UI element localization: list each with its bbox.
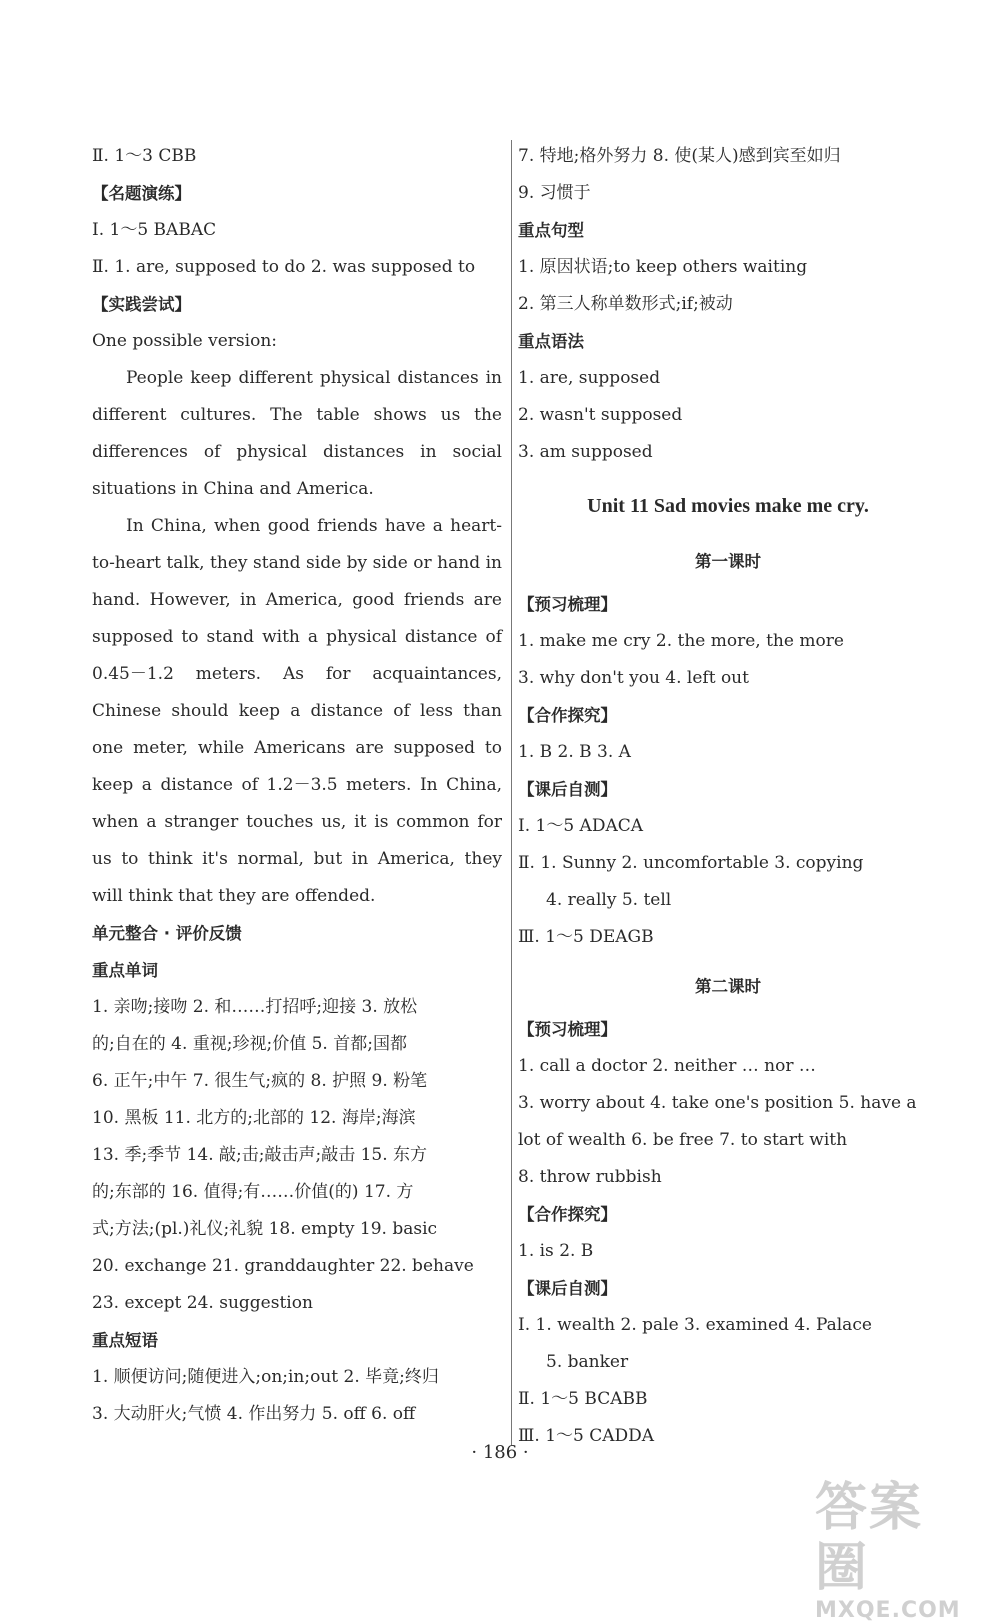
answer-line: Ⅱ. 1～5 BCABB bbox=[518, 1389, 648, 1409]
answer-line: 1. 顺便访问;随便进入;on;in;out 2. 毕竟;终归 bbox=[92, 1367, 439, 1387]
unit-title: Unit 11 Sad movies make me cry. bbox=[587, 495, 869, 517]
section-heading: 【合作探究】 bbox=[518, 1205, 617, 1224]
watermark-logo bbox=[815, 1478, 975, 1623]
answer-line: 3. 大动肝火;气愤 4. 作出努力 5. off 6. off bbox=[92, 1404, 416, 1424]
answer-line: 3. am supposed bbox=[518, 442, 653, 462]
answer-line: 7. 特地;格外努力 8. 使(某人)感到宾至如归 bbox=[518, 146, 841, 166]
answer-line: Ⅱ. 1. Sunny 2. uncomfortable 3. copying bbox=[518, 853, 864, 873]
answer-line: 20. exchange 21. granddaughter 22. behave bbox=[92, 1256, 474, 1276]
answer-line: Ⅲ. 1～5 DEAGB bbox=[518, 927, 654, 947]
answer-line: 3. worry about 4. take one's position 5. have a bbox=[518, 1093, 917, 1113]
answer-line: 1. make me cry 2. the more, the more bbox=[518, 631, 844, 651]
answer-line: 13. 季;季节 14. 敲;击;敲击声;敲击 15. 东方 bbox=[92, 1145, 428, 1165]
section-heading: 【预习梳理】 bbox=[518, 1020, 617, 1039]
lesson-title: 第二课时 bbox=[695, 977, 761, 996]
answer-line: 6. 正午;中午 7. 很生气;疯的 8. 护照 9. 粉笔 bbox=[92, 1071, 428, 1091]
answer-line: 9. 习惯于 bbox=[518, 183, 591, 203]
answer-line: Ⅱ. 1～3 CBB bbox=[92, 146, 197, 166]
answer-line: 2. wasn't supposed bbox=[518, 405, 683, 425]
lesson-title: 第一课时 bbox=[695, 552, 761, 571]
section-heading: 【实践尝试】 bbox=[92, 295, 191, 314]
section-heading: 【合作探究】 bbox=[518, 706, 617, 725]
answer-line: One possible version: bbox=[92, 331, 277, 351]
answer-line: 的;东部的 16. 值得;有……价值(的) 17. 方 bbox=[92, 1182, 414, 1202]
essay-paragraph: In China, when good friends have a heart-to-heart talk, they stand side by side or hand in hand. However, in America, good friends are supposed to stand with a physical distance of 0.45－1.2 meters. As for acquaintances, Chinese should keep a distance of less than one meter, while Americans are supposed to keep a distance of 1.2－3.5 meters. In China, when a stranger touches us, it is common for us to think it's normal, but in America, they will think that they are offended. bbox=[92, 516, 502, 906]
answer-line: 23. except 24. suggestion bbox=[92, 1293, 313, 1313]
watermark-url: MXQE.COM bbox=[815, 1598, 961, 1623]
answer-line: 10. 黑板 11. 北方的;北部的 12. 海岸;海滨 bbox=[92, 1108, 416, 1128]
page-number: · 186 · bbox=[471, 1442, 529, 1463]
section-heading: 重点单词 bbox=[92, 961, 158, 980]
section-heading: 【课后自测】 bbox=[518, 1279, 617, 1298]
answer-line: 1. are, supposed bbox=[518, 368, 661, 388]
answer-line: 1. B 2. B 3. A bbox=[518, 742, 631, 762]
section-heading: 【预习梳理】 bbox=[518, 595, 617, 614]
answer-line: 5. banker bbox=[546, 1352, 629, 1372]
section-heading: 重点短语 bbox=[92, 1331, 158, 1350]
right-column bbox=[518, 138, 938, 1455]
answer-line: Ⅰ. 1. wealth 2. pale 3. examined 4. Palace bbox=[518, 1315, 872, 1335]
watermark-text: 答案圈 bbox=[815, 1478, 924, 1598]
section-heading: 【名题演练】 bbox=[92, 184, 191, 203]
left-column bbox=[92, 138, 502, 1433]
answer-line: 式;方法;(pl.)礼仪;礼貌 18. empty 19. basic bbox=[92, 1219, 438, 1239]
section-heading: 重点语法 bbox=[518, 332, 584, 351]
answer-line: Ⅰ. 1～5 ADACA bbox=[518, 816, 644, 836]
answer-line: 1. 原因状语;to keep others waiting bbox=[518, 257, 808, 277]
answer-line: 3. why don't you 4. left out bbox=[518, 668, 749, 688]
answer-line: 4. really 5. tell bbox=[546, 890, 672, 910]
answer-line: 1. is 2. B bbox=[518, 1241, 594, 1261]
answer-line: 8. throw rubbish bbox=[518, 1167, 662, 1187]
section-heading: 单元整合 · 评价反馈 bbox=[92, 924, 242, 943]
answer-line: 1. call a doctor 2. neither … nor … bbox=[518, 1056, 816, 1076]
section-heading: 重点句型 bbox=[518, 221, 584, 240]
answer-line: 2. 第三人称单数形式;if;被动 bbox=[518, 294, 733, 314]
section-heading: 【课后自测】 bbox=[518, 780, 617, 799]
column-divider bbox=[511, 140, 512, 1445]
answer-line: Ⅲ. 1～5 CADDA bbox=[518, 1426, 655, 1446]
answer-line: Ⅱ. 1. are, supposed to do 2. was supposed to bbox=[92, 257, 476, 277]
answer-line: Ⅰ. 1～5 BABAC bbox=[92, 220, 217, 240]
answer-line: lot of wealth 6. be free 7. to start with bbox=[518, 1130, 848, 1150]
essay-paragraph: People keep different physical distances in different cultures. The table shows us the differences of physical distances in social situations in China and America. bbox=[92, 368, 502, 499]
answer-line: 的;自在的 4. 重视;珍视;价值 5. 首都;国都 bbox=[92, 1034, 407, 1054]
answer-line: 1. 亲吻;接吻 2. 和……打招呼;迎接 3. 放松 bbox=[92, 997, 418, 1017]
